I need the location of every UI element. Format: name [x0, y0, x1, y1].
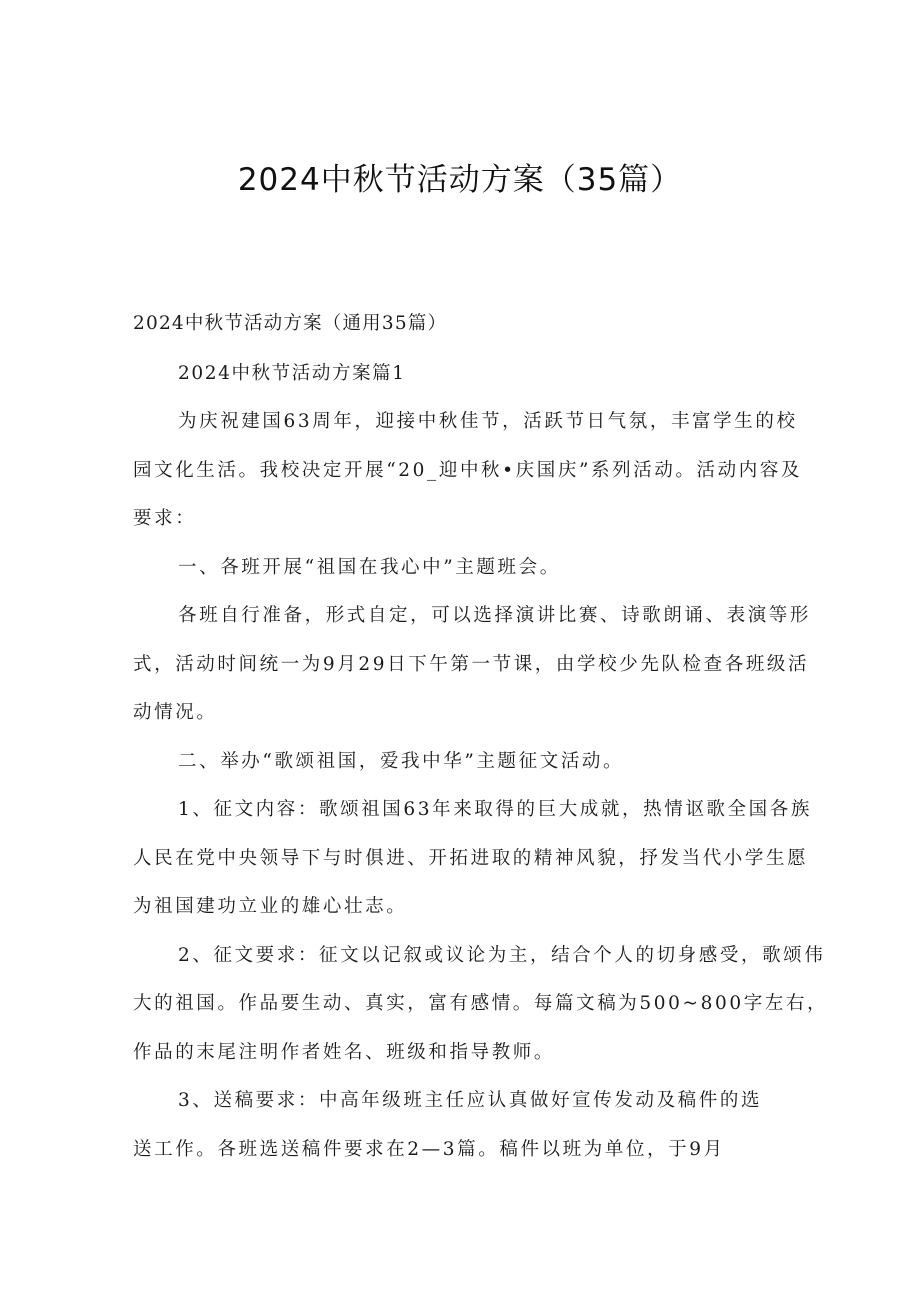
paragraph-line: 大的祖国。作品要生动、真实，富有感情。每篇文稿为500~800字左右， [133, 993, 829, 1014]
paragraph-line: 一、各班开展“祖国在我心中”主题班会。 [178, 557, 561, 578]
paragraph-line: 动情况。 [133, 702, 218, 723]
paragraph-line: 园文化生活。我校决定开展“20_迎中秋•庆国庆”系列活动。活动内容及 [133, 460, 803, 481]
paragraph-line: 送工作。各班选送稿件要求在2—3篇。稿件以班为单位，于9月 [133, 1139, 725, 1160]
paragraph-line: 为祖国建功立业的雄心壮志。 [133, 896, 408, 917]
paragraph-line: 为庆祝建国63周年，迎接中秋佳节，活跃节日气氛，丰富学生的校 [178, 411, 798, 432]
paragraph-line: 3、送稿要求：中高年级班主任应认真做好宣传发动及稿件的选 [178, 1090, 763, 1111]
paragraph-line: 人民在党中央领导下与时俱进、开拓进取的精神风貌，抒发当代小学生愿 [133, 848, 809, 869]
paragraph-line: 各班自行准备，形式自定，可以选择演讲比赛、诗歌朗诵、表演等形 [178, 605, 812, 626]
paragraph-line: 2、征文要求：征文以记叙或议论为主，结合个人的切身感受，歌颂伟 [178, 945, 826, 966]
paragraph-line: 式，活动时间统一为9月29日下午第一节课，由学校少先队检查各班级活 [133, 654, 810, 675]
paragraph-line: 二、举办“歌颂祖国，爱我中华”主题征文活动。 [178, 751, 625, 772]
document-title: 2024中秋节活动方案（35篇） [237, 162, 683, 198]
paragraph-line: 要求： [133, 508, 197, 529]
paragraph-line: 1、征文内容：歌颂祖国63年来取得的巨大成就，热情讴歌全国各族 [178, 799, 812, 820]
section-heading: 2024中秋节活动方案篇1 [178, 363, 406, 384]
document-subtitle: 2024中秋节活动方案（通用35篇） [133, 313, 448, 334]
paragraph-line: 作品的末尾注明作者姓名、班级和指导教师。 [133, 1042, 556, 1063]
